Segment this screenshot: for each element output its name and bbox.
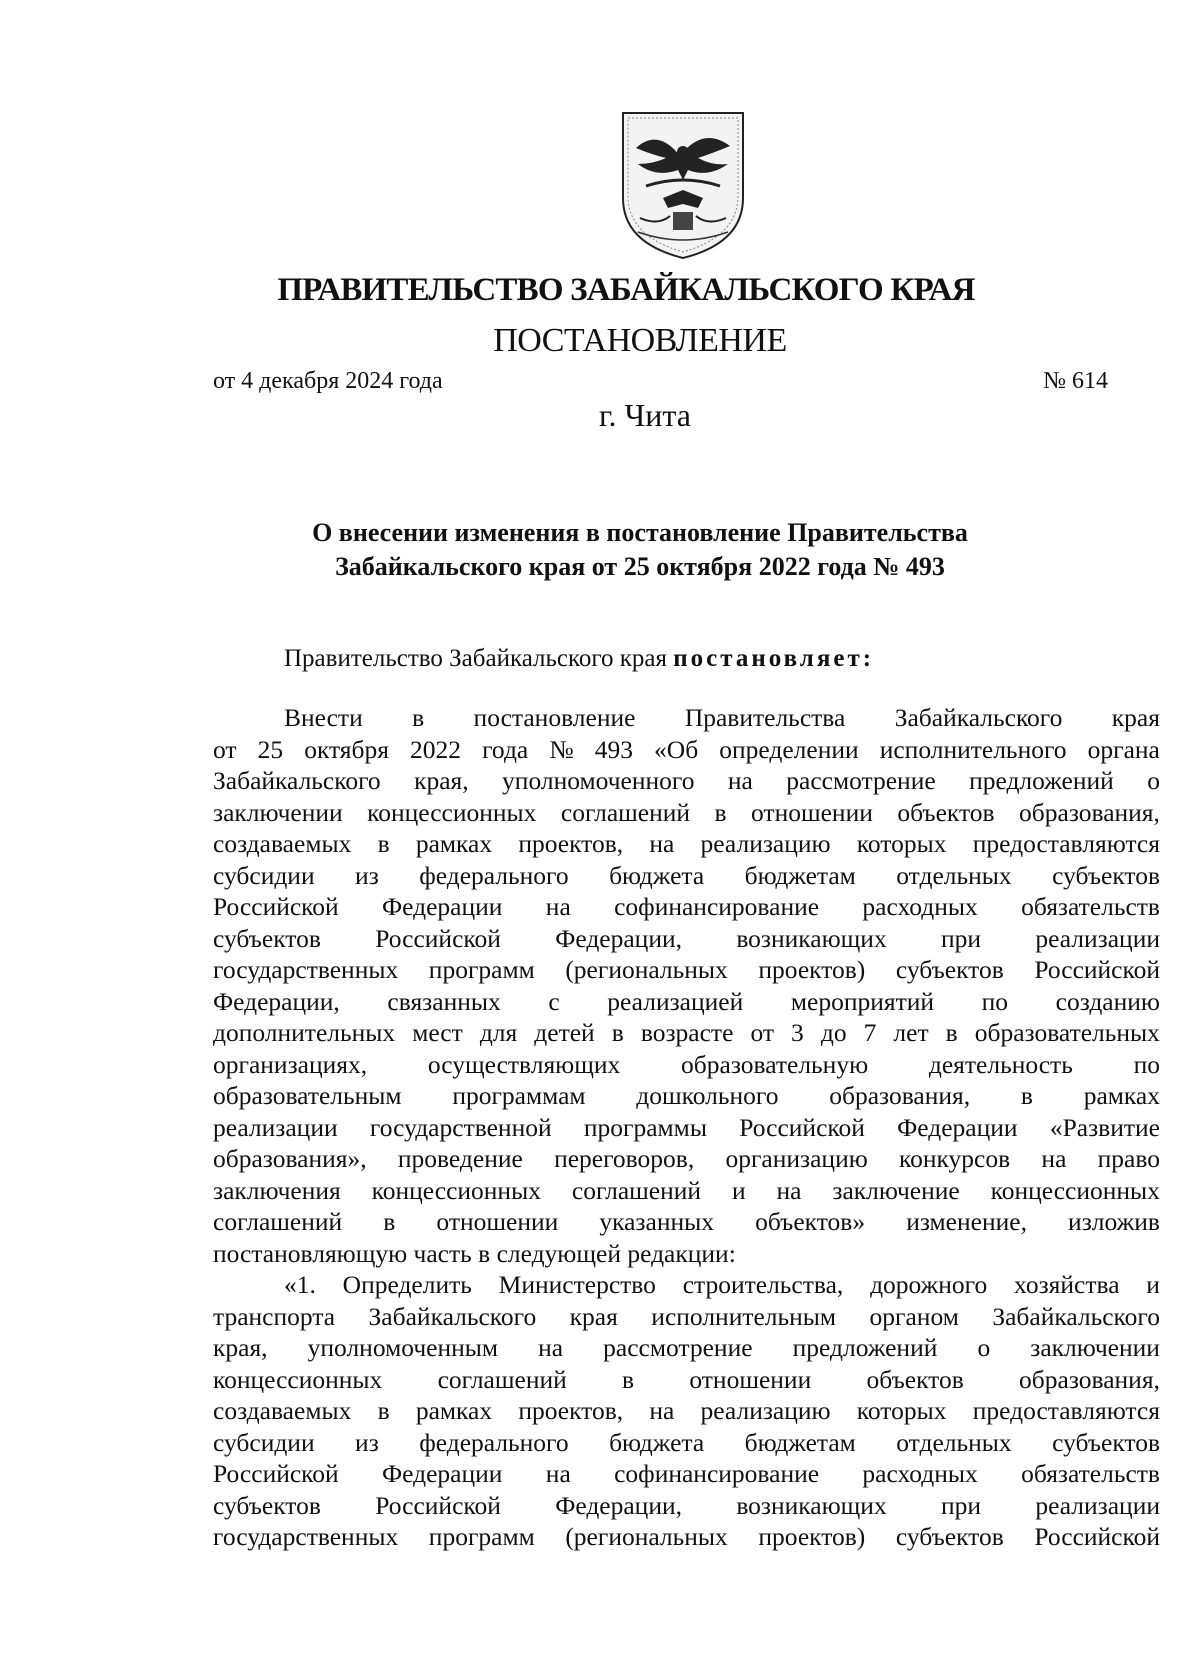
body-line: субъектов Российской Федерации, возникающих при реализации [213,923,1160,953]
body-line: дополнительных мест для детей в возрасте от 3 до 7 лет в образовательных [213,1018,1160,1047]
heading-line-2: Забайкальского края от 25 октября 2022 года № 493 [335,552,945,581]
body-line: заключении концессионных соглашений в отношении объектов образования, [213,797,1160,827]
body-line: Федерации, связанных с реализацией мероприятий по созданию [213,986,1160,1016]
body-line: Российской Федерации на софинансирование расходных обязательств [213,892,1160,921]
document-city: г. Чита [598,397,691,433]
document-body [213,702,1160,1553]
decree-verb: постановляет: [673,645,875,672]
body-line: образования», проведение переговоров, организацию конкурсов на право [213,1144,1160,1173]
document-heading [260,516,1020,584]
coat-of-arms-icon [618,108,748,263]
decree-sentence [284,645,874,673]
body-line: субъектов Российской Федерации, возникающих при реализации [213,1490,1160,1520]
coat-of-arms-emblem [618,108,748,263]
body-line: государственных программ (региональных проектов) субъектов Российской [213,1522,1160,1551]
body-line: государственных программ (региональных проектов) субъектов Российской [213,955,1160,984]
body-line: субсидии из федерального бюджета бюджетам отдельных субъектов [213,1427,1160,1457]
body-line: Российской Федерации на софинансирование расходных обязательств [213,1459,1160,1488]
body-line: соглашений в отношении указанных объектов» изменение, изложив [213,1207,1160,1236]
body-line: транспорта Забайкальского края исполнительным органом Забайкальского [213,1301,1160,1331]
body-line: края, уполномоченным на рассмотрение предложений о заключении [213,1333,1160,1362]
document-number: № 614 [1043,368,1108,394]
body-line: создаваемых в рамках проектов, на реализацию которых предоставляются [213,1396,1160,1425]
body-line: реализации государственной программы Российской Федерации «Развитие [213,1112,1160,1142]
body-line: от 25 октября 2022 года № 493 «Об определении исполнительного органа [213,734,1160,764]
body-line: субсидии из федерального бюджета бюджетам отдельных субъектов [213,860,1160,890]
government-title: ПРАВИТЕЛЬСТВО ЗАБАЙКАЛЬСКОГО КРАЯ [277,272,975,308]
heading-line-1: О внесении изменения в постановление Правительства [312,518,968,547]
body-line: «1. Определить Министерство строительства, дорожного хозяйства и [284,1270,1160,1299]
body-line: создаваемых в рамках проектов, на реализацию которых предоставляются [213,829,1160,858]
body-line: Внести в постановление Правительства Забайкальского края [284,703,1160,732]
body-line: концессионных соглашений в отношении объектов образования, [213,1364,1160,1394]
body-line: Забайкальского края, уполномоченного на рассмотрение предложений о [213,766,1160,795]
document-type: ПОСТАНОВЛЕНИЕ [493,322,787,359]
body-line: постановляющую часть в следующей редакции: [213,1238,736,1268]
decree-prefix: Правительство Забайкальского края [284,645,674,672]
body-line: образовательным программам дошкольного образования, в рамках [213,1081,1160,1110]
body-line: заключения концессионных соглашений и на заключение концессионных [213,1175,1160,1205]
document-date: от 4 декабря 2024 года [213,368,443,394]
body-line: организациях, осуществляющих образовательную деятельность по [213,1049,1160,1079]
